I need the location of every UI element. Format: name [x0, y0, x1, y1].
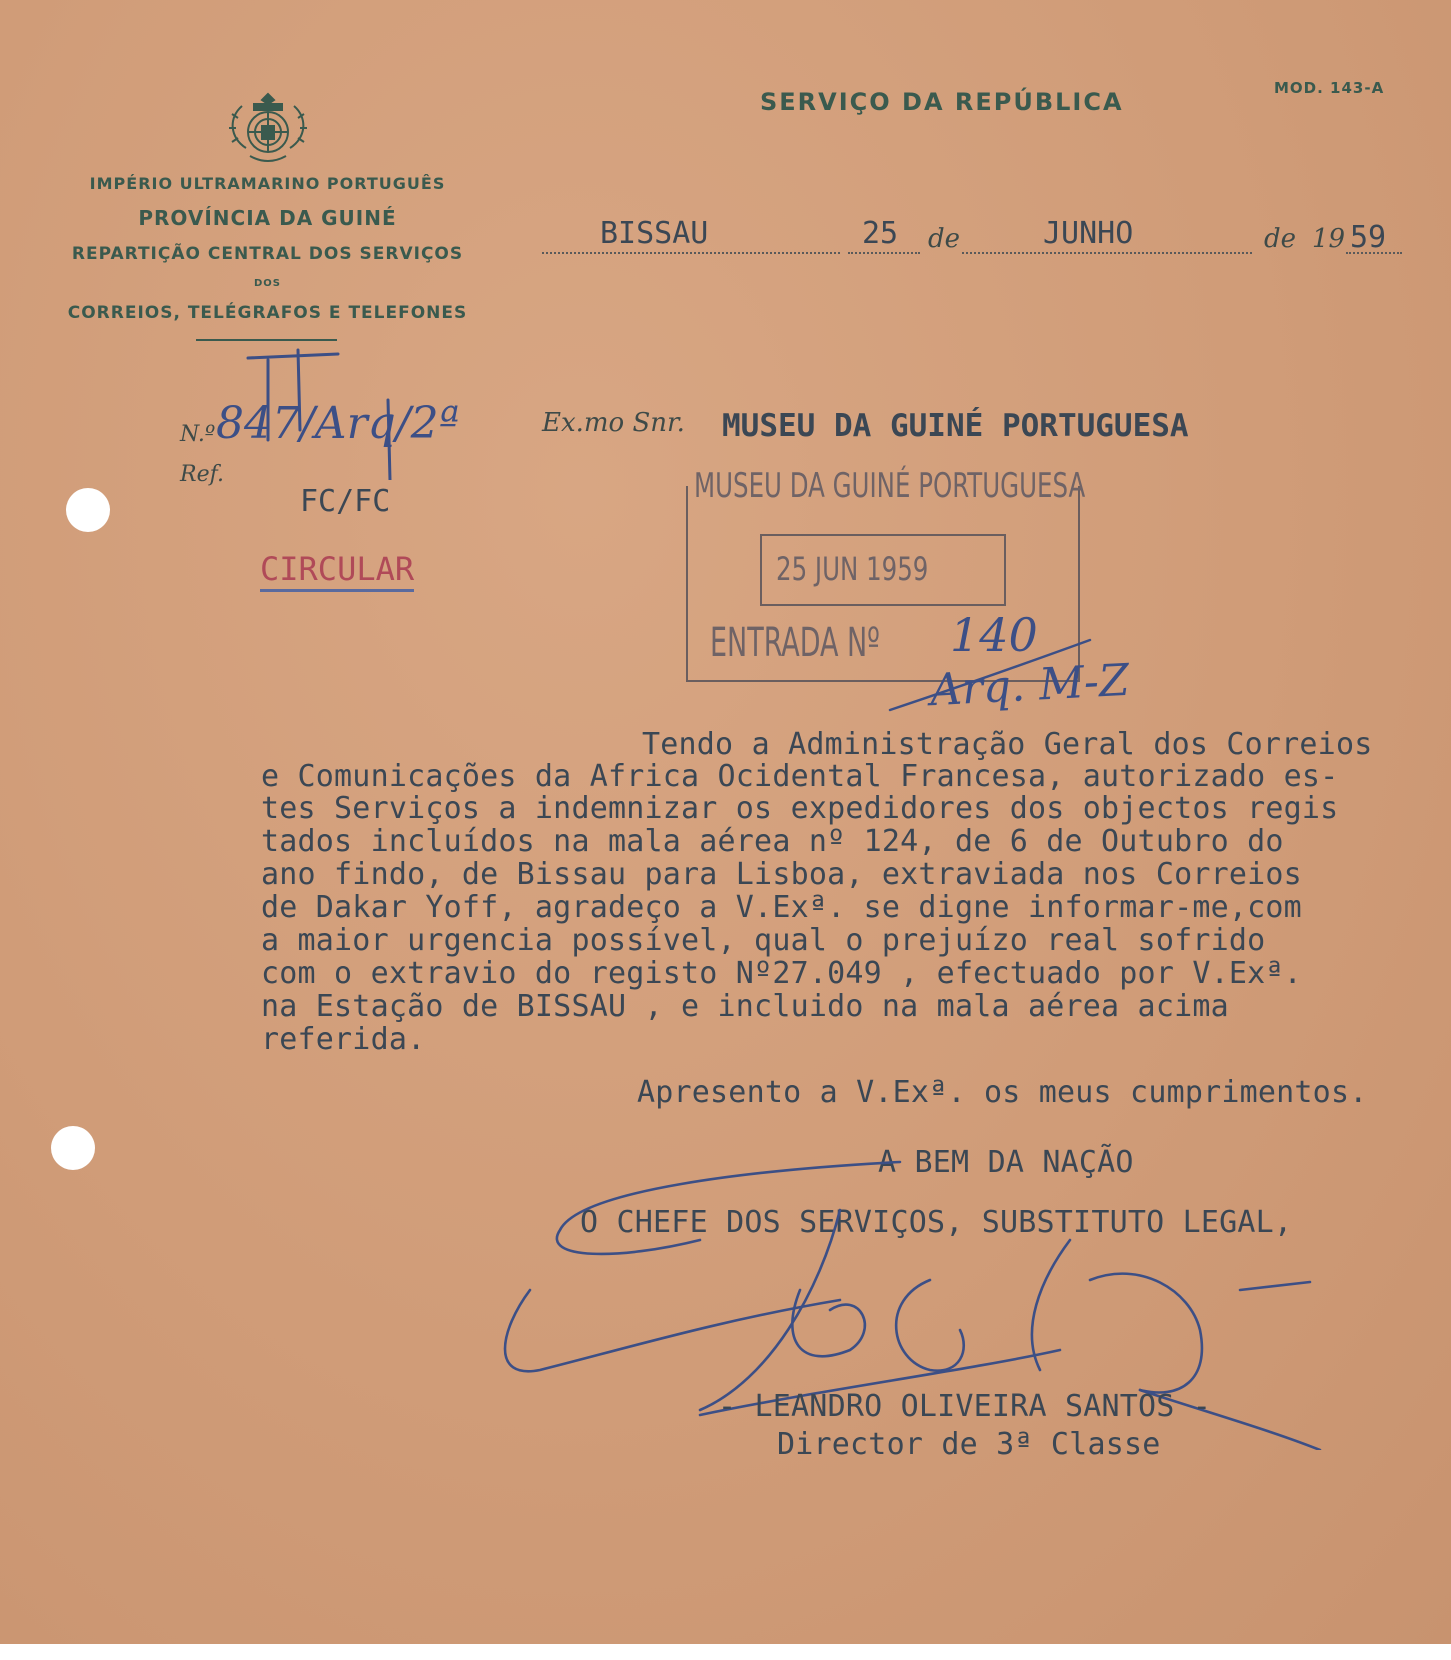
body-line-3: tes Serviços a indemnizar os expedidores dos objectos regis — [261, 791, 1339, 826]
punch-hole-bottom — [51, 1126, 95, 1170]
body-line-7: a maior urgencia possível, qual o prejuízo real sofrido — [261, 923, 1266, 958]
date-month-line — [962, 252, 1252, 254]
ref-label: Ref. — [180, 462, 224, 487]
motto: A BEM DA NAÇÃO — [878, 1145, 1134, 1180]
empire-label: IMPÉRIO ULTRAMARINO PORTUGUÊS — [89, 174, 446, 193]
circular-label: CIRCULAR — [260, 550, 414, 592]
body-line-8: com o extravio do registo Nº27.049 , efectuado por V.Exª. — [261, 956, 1302, 991]
date-year-prefix: 19 — [1312, 224, 1346, 254]
date-month: JUNHO — [1043, 216, 1134, 251]
service-title: SERVIÇO DA REPÚBLICA — [760, 88, 1124, 116]
addressee-name: MUSEU DA GUINÉ PORTUGUESA — [722, 408, 1189, 444]
date-city: BISSAU — [600, 216, 709, 251]
body-line-2: e Comunicações da Africa Ocidental Francesa, autorizado es- — [261, 759, 1339, 794]
stamp-entry-number: 140 — [950, 608, 1038, 662]
date-year-suffix: 59 — [1350, 220, 1387, 255]
department-correios: CORREIOS, TELÉGRAFOS E TELEFONES — [67, 303, 468, 323]
signatory-title: Director de 3ª Classe — [777, 1427, 1161, 1462]
number-handwriting-icon — [228, 340, 428, 480]
date-de-2: de — [1264, 224, 1297, 254]
coat-of-arms-icon — [220, 88, 316, 168]
body-line-6: de Dakar Yoff, agradeço a V.Exª. se digne informar-me,com — [261, 890, 1302, 925]
date-year-line — [1346, 252, 1402, 254]
date-day-line — [848, 252, 920, 254]
date-day: 25 — [862, 216, 899, 251]
department-label: REPARTIÇÃO CENTRAL DOS SERVIÇOS — [71, 244, 464, 264]
body-line-5: ano findo, de Bissau para Lisboa, extraviada nos Correios — [261, 857, 1302, 892]
date-city-line — [542, 252, 840, 254]
stamp-strike-icon — [880, 620, 1100, 720]
body-line-9: na Estação de BISSAU , e incluido na mala aérea acima — [261, 989, 1229, 1024]
model-number: MOD. 143-A — [1274, 79, 1385, 97]
stamp-annotation: Arq. M-Z — [928, 654, 1131, 717]
signatory-role: O CHEFE DOS SERVIÇOS, SUBSTITUTO LEGAL, — [580, 1205, 1293, 1240]
stamp-date: 25 JUN 1959 — [776, 550, 929, 588]
province-label: PROVÍNCIA DA GUINÉ — [138, 206, 397, 230]
stamp-date-box — [760, 534, 1006, 606]
body-line-1: Tendo a Administração Geral dos Correios — [642, 727, 1373, 762]
stamp-entry-label: ENTRADA Nº — [710, 620, 880, 666]
department-dos: DOS — [253, 278, 281, 289]
number-value: 847/Arq/2ª — [216, 398, 460, 449]
body-line-10: referida. — [261, 1022, 426, 1057]
signatory-name: - LEANDRO OLIVEIRA SANTOS - — [718, 1389, 1212, 1424]
ref-value: FC/FC — [300, 484, 391, 519]
salutation: Ex.mo Snr. — [542, 408, 685, 438]
date-de-1: de — [928, 224, 961, 254]
closing-line: Apresento a V.Exª. os meus cumprimentos. — [637, 1075, 1368, 1110]
number-label: N.º — [180, 422, 216, 447]
punch-hole-top — [66, 488, 110, 532]
stamp-title: MUSEU DA GUINÉ PORTUGUESA — [694, 466, 1086, 506]
body-line-4: tados incluídos na mala aérea nº 124, de 6 de Outubro do — [261, 824, 1284, 859]
